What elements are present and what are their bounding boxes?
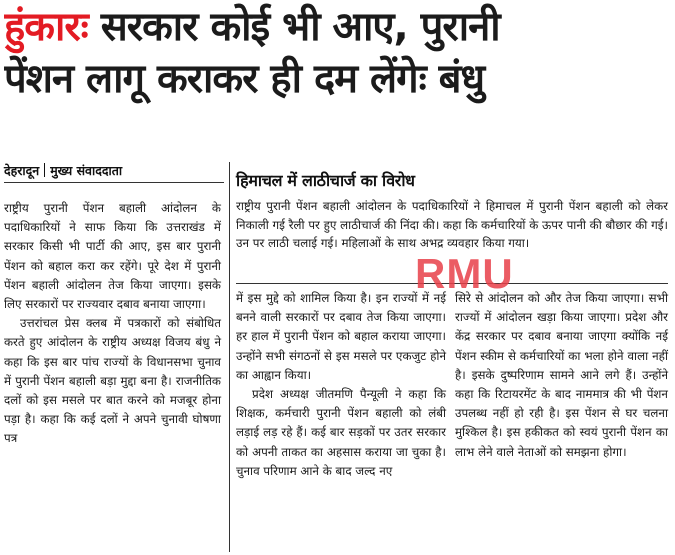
headline-lead: हुंकारः xyxy=(4,4,88,50)
rmu-watermark: RMU xyxy=(415,250,514,297)
box-text: राष्ट्रीय पुरानी पेंशन बहाली आंदोलन के पदाधिकारियों ने हिमाचल में पुरानी पेंशन बहाली को लेकर निकाली गई रैली पर हुए लाठीचार्ज की निंदा की। कहा कि कर्मचारियों के ऊपर पानी की बौछार की गई। उन पर लाठी चलाई गई। महिलाओं के साथ अभद्र व्यवहार किया गया। xyxy=(236,199,669,251)
headline-line-1-text: सरकार कोई भी आए, पुरानी xyxy=(87,4,500,50)
byline-reporter: मुख्य संवाददाता xyxy=(50,163,123,178)
headline-line-2: पेंशन लागू कराकर ही दम लेंगेः बंधु xyxy=(4,56,485,102)
col3-paragraph-1: सिरे से आंदोलन को और तेज किया जाएगा। सभी राज्यों में आंदोलन खड़ा किया जाएगा। प्रदेश और केंद्र सरकार पर दबाव बनाया जाएगा क्योंकि नई पेंशन स्कीम से कर्मचारियों का भला होने वाला नहीं है। इसके दुष्परिणाम सामने आने लगे हैं। उन्होंने कहा कि रिटायरमेंट के बाद नाममात्र की भी पेंशन उपलब्ध नहीं हो रही है। इस पेंशन से घर चलना मुश्किल है। इस हकीकत को स्वयं पुरानी पेंशन का लाभ लेने वाले नेताओं को समझना होगा। xyxy=(455,291,668,459)
box-subhead: हिमाचल में लाठीचार्ज का विरोध xyxy=(236,171,415,190)
headline xyxy=(4,2,671,106)
headline-line-1 xyxy=(4,2,671,54)
byline xyxy=(4,162,122,179)
col1-paragraph-2: उत्तरांचल प्रेस क्लब में पत्रकारों को संबोधित करते हुए आंदोलन के राष्ट्रीय अध्यक्ष विजय बंधु ने कहा कि इस बार पांच राज्यों के विधानसभा चुनाव में पुरानी पेंशन बहाली बड़ा मुद्दा बना है। राजनीतिक दलों को इस मसले पर बात करने को मजबूर होना पड़ा है। कहा कि कई दलों ने अपने चुनावी घोषणा पत्र xyxy=(4,316,221,446)
col1-paragraph-1: राष्ट्रीय पुरानी पेंशन बहाली आंदोलन के पदाधिकारियों ने साफ किया कि उत्तराखंड में सरकार किसी भी पार्टी की आए, इस बार पुरानी पेंशन को बहाल करा कर रहेंगे। पूरे देश में पुरानी पेंशन बहाली आंदोलन तेज किया जाएगा। इसके लिए सरकारों पर राज्यवार दबाव बनाया जाएगा। xyxy=(4,201,221,312)
column-3 xyxy=(455,289,668,462)
byline-separator xyxy=(44,163,45,177)
byline-place: देहरादून xyxy=(4,163,40,178)
column-1 xyxy=(4,199,221,449)
col2-paragraph-1: में इस मुद्दे को शामिल किया है। इन राज्यों में नई बनने वाली सरकारों पर दबाव तेज किया जाएगा। हर हाल में पुरानी पेंशन को बहाल कराया जाएगा। उन्होंने सभी संगठनों से इस मसले पर एकजुट होने का आह्वान किया। xyxy=(236,291,446,382)
col2-paragraph-2: प्रदेश अध्यक्ष जीतमणि पैन्यूली ने कहा कि शिक्षक, कर्मचारी पुरानी पेंशन बहाली को लंबी लड़ाई लड़ रहे हैं। कई बार सड़कों पर उतर सरकार को अपनी ताकत का अहसास कराया जा चुका है। चुनाव परिणाम आने के बाद जल्द नए xyxy=(236,387,446,478)
byline-underline xyxy=(4,182,224,183)
column-divider-1 xyxy=(229,162,230,552)
column-2 xyxy=(236,289,446,481)
